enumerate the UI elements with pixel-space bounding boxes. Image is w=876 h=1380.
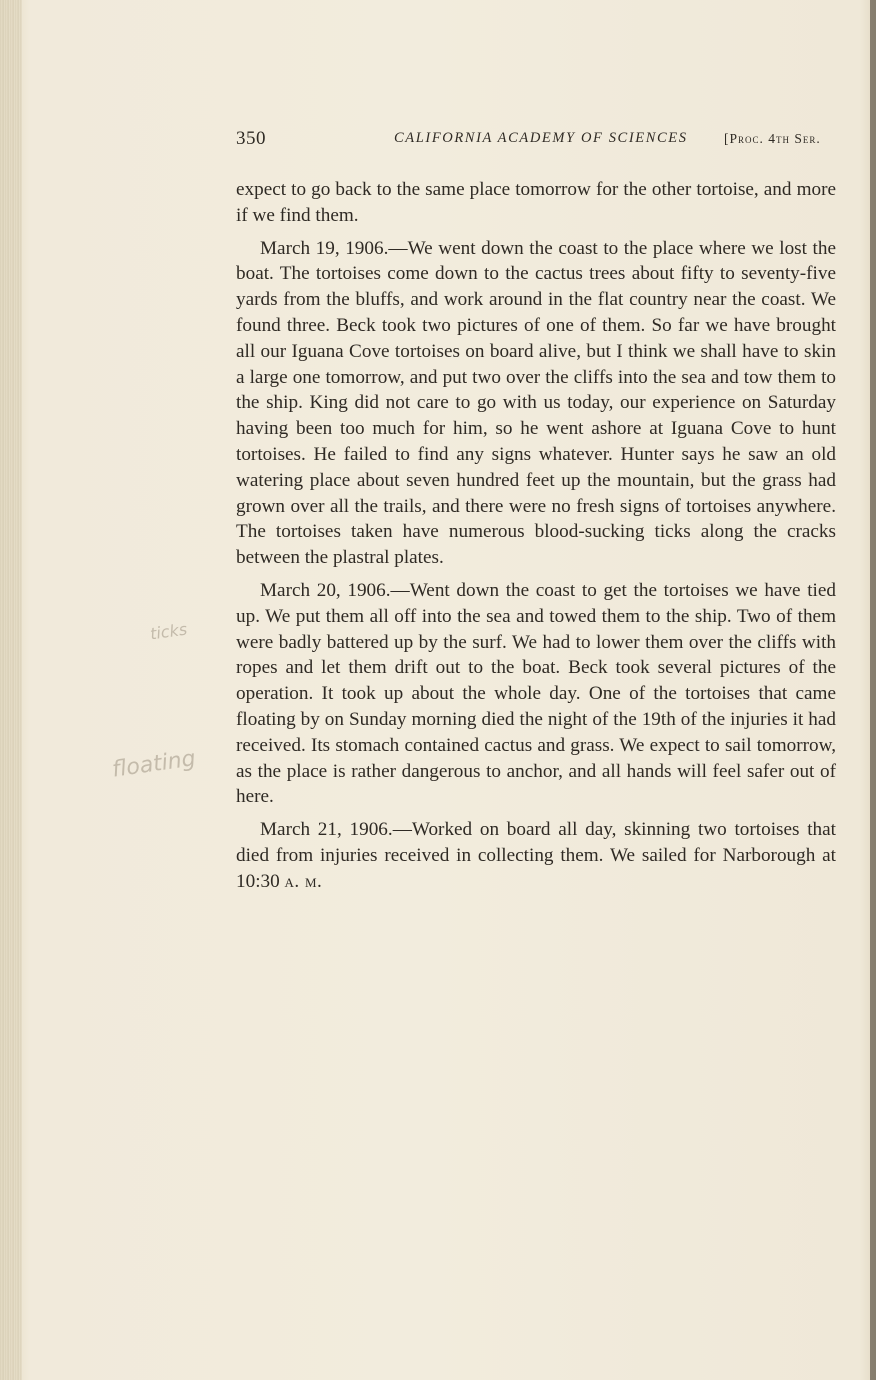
paragraph-march-20: March 20, 1906.—Went down the coast to get the tortoises we have tied up. We put them all off into the sea and towed them to the ship. Two of them were badly battered up by the surf. We had to lower them over the cliffs with ropes and let them drift out to the boat. Beck took several pictures of the operation. It took up about the whole day. One of the tortoises that came floating by on Sunday morning died the night of the 19th of the injuries it had received. Its stomach contained cactus and grass. We expect to sail tomorrow, as the place is rather dangerous to anchor, and all hands will feel safer out of here. xyxy=(236,579,836,808)
page-stack-edge xyxy=(0,0,22,1380)
series-label: [Proc. 4th Ser. xyxy=(724,131,821,146)
paragraph-continuation: expect to go back to the same place tomorrow for the other tortoise, and more if we find them. xyxy=(236,179,836,226)
paragraph-march-19: March 19, 1906.—We went down the coast to the place where we lost the boat. The tortoises come down to the cactus trees about fifty to seventy-five yards from the bluffs, and work around in the flat country near the coast. We found three. Beck took two pictures of one of them. So far we have brought all our Iguana Cove tortoises on board alive, but I think we shall have to skin a large one tomorrow, and put two over the cliffs into the sea and tow them to the ship. King did not care to go with us today, our experience on Saturday having been too much for him, so he went ashore at Iguana Cove to hunt tortoises. He failed to find any signs whatever. Hunter says he saw an old watering place about seven hundred feet up the mountain, but the grass had grown over all the trails, and there were no fresh signs of tortoises anywhere. The tortoises taken have numerous blood-sucking ticks along the cracks between the plastral plates. xyxy=(236,237,836,569)
body-text xyxy=(236,177,836,902)
paragraph-march-21-text: March 21, 1906.—Worked on board all day, skinning two tortoises that died from injuries received in collecting them. We sailed for Narborough at 10:30 xyxy=(236,819,836,892)
page-number: 350 xyxy=(236,128,266,149)
paragraph-march-21 xyxy=(236,817,836,894)
time-suffix: a. m. xyxy=(284,870,323,892)
margin-note-ticks: ticks xyxy=(148,619,189,644)
margin-note-floating: floating xyxy=(110,746,198,783)
running-header xyxy=(236,128,836,154)
binding-shadow xyxy=(870,0,876,1380)
running-title: CALIFORNIA ACADEMY OF SCIENCES xyxy=(394,130,688,146)
